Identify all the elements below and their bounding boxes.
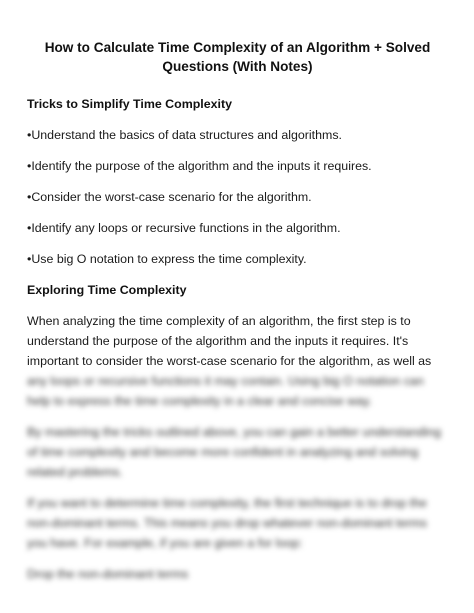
section-heading-exploring: Exploring Time Complexity bbox=[27, 283, 187, 297]
document-title: How to Calculate Time Complexity of an Algorithm + Solved Questions (With Notes) bbox=[44, 40, 431, 74]
list-item: •Understand the basics of data structures and algorithms. bbox=[27, 128, 342, 142]
paragraph-line: understand the purpose of the algorithm and the inputs it requires. It's bbox=[27, 334, 409, 348]
list-item: •Use big O notation to express the time complexity. bbox=[27, 252, 307, 266]
paragraph-technique-blurred: If you want to determine time complexity, the first technique is to drop the non-dominant terms. This means you drop whatever non-dominant terms you have. For example, if you are given a for loop: bbox=[27, 496, 427, 550]
section-heading-tricks: Tricks to Simplify Time Complexity bbox=[27, 97, 232, 111]
paragraph-mastering-blurred: By mastering the tricks outlined above, you can gain a better understanding of time complexity and become more confident in analyzing and solving related problems. bbox=[27, 425, 441, 479]
paragraph-line: When analyzing the time complexity of an algorithm, the first step is to bbox=[27, 314, 411, 328]
paragraph-intro-blurred: any loops or recursive functions it may contain. Using big O notation can help to express the time complexity in a clear and concise way. bbox=[27, 374, 424, 408]
list-item: •Identify any loops or recursive functions in the algorithm. bbox=[27, 221, 341, 235]
list-item: •Consider the worst-case scenario for the algorithm. bbox=[27, 190, 312, 204]
list-item: •Identify the purpose of the algorithm and the inputs it requires. bbox=[27, 159, 372, 173]
tricks-list bbox=[27, 127, 448, 267]
paragraph-line: important to consider the worst-case scenario for the algorithm, as well as bbox=[27, 354, 432, 368]
paragraph-intro bbox=[27, 311, 448, 371]
paragraph-drop-terms-blurred: Drop the non-dominant terms bbox=[27, 567, 189, 581]
